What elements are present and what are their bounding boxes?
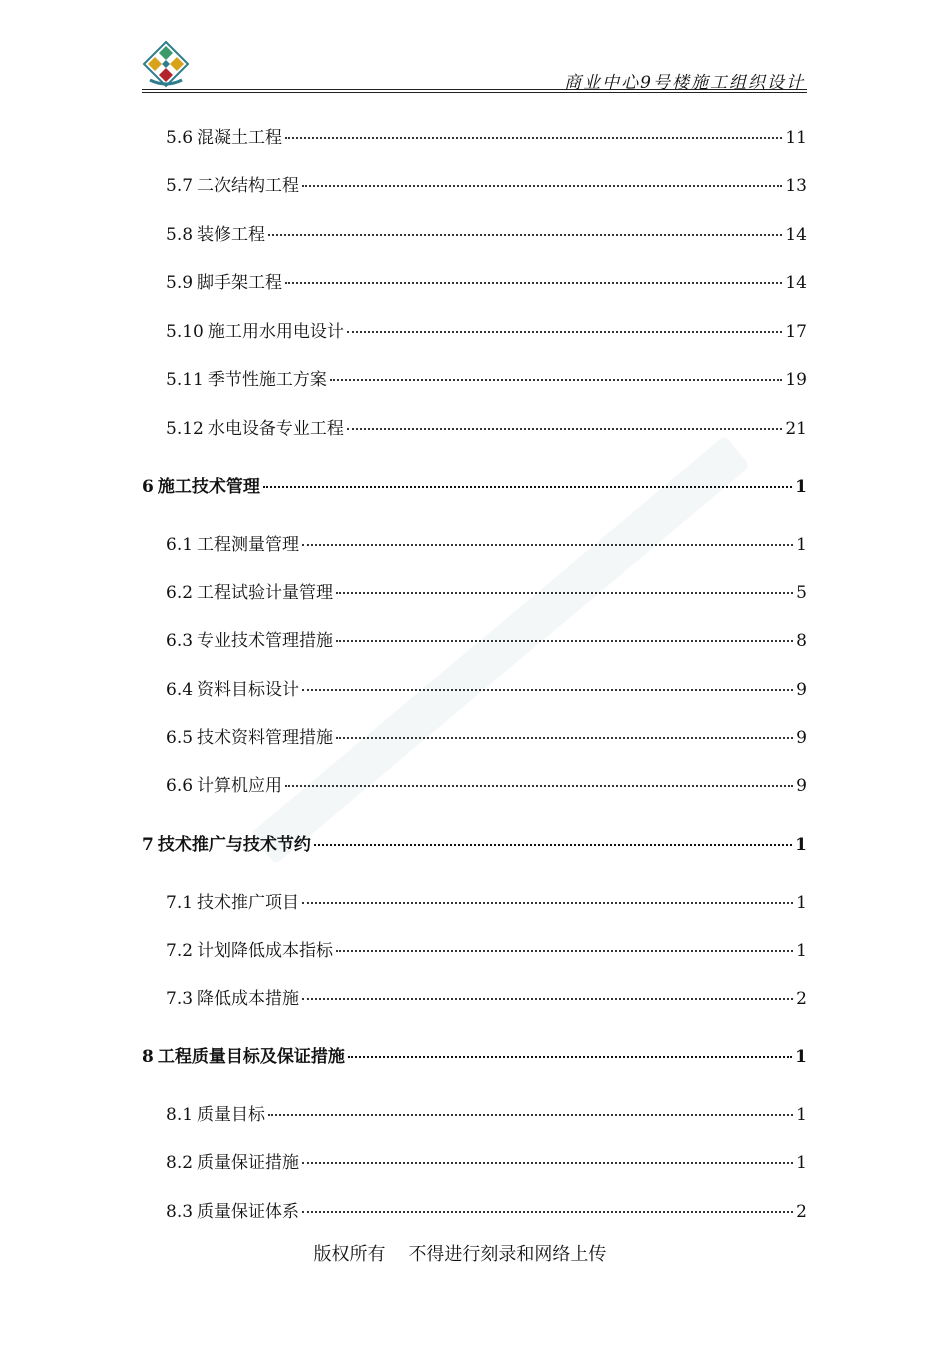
document-title: 商业中心9号楼施工组织设计: [564, 73, 805, 93]
toc-entry-number: 8: [142, 1047, 154, 1067]
toc-dot-leader: [347, 428, 783, 430]
toc-page-number: 1: [796, 1153, 807, 1173]
toc-section-entry[interactable]: [166, 988, 807, 1010]
toc-section-entry[interactable]: [166, 369, 807, 391]
toc-entry-title: 降低成本措施: [197, 989, 300, 1009]
toc-entry-number: 5.9: [166, 273, 194, 293]
toc-entry-title: 质量保证措施: [197, 1153, 300, 1173]
toc-dot-leader: [302, 544, 793, 546]
toc-entry-number: 8.1: [166, 1105, 194, 1125]
toc-entry-number: 6.4: [166, 680, 194, 700]
toc-page-number: 2: [796, 1202, 807, 1222]
toc-entry-title: 脚手架工程: [197, 273, 283, 293]
toc-entry-number: 6.2: [166, 583, 194, 603]
toc-entry-number: 8.2: [166, 1153, 194, 1173]
toc-entry-title: 质量目标: [197, 1105, 266, 1125]
toc-page-number: 14: [785, 273, 807, 293]
copyright-notice: 版权所有: [313, 1244, 386, 1265]
toc-page-number: 1: [796, 893, 807, 913]
toc-page-number: 11: [785, 128, 807, 148]
toc-chapter-entry[interactable]: [142, 834, 807, 856]
toc-entry-title: 技术推广与技术节约: [157, 835, 311, 855]
toc-entry-title: 计算机应用: [197, 776, 283, 796]
toc-dot-leader: [302, 1162, 793, 1164]
toc-entry-number: 6.3: [166, 631, 194, 651]
toc-page-number: 9: [796, 728, 807, 748]
toc-entry-title: 施工用水用电设计: [207, 322, 344, 342]
toc-entry-number: 7: [142, 835, 154, 855]
toc-dot-leader: [285, 282, 782, 284]
toc-entry-number: 6.6: [166, 776, 194, 796]
toc-entry-number: 5.7: [166, 176, 194, 196]
toc-section-entry[interactable]: [166, 534, 807, 556]
toc-entry-title: 计划降低成本指标: [197, 941, 334, 961]
toc-dot-leader: [285, 785, 793, 787]
toc-section-entry[interactable]: [166, 892, 807, 914]
toc-page-number: 19: [785, 370, 807, 390]
toc-entry-number: 7.1: [166, 893, 194, 913]
toc-section-entry[interactable]: [166, 127, 807, 149]
toc-entry-title: 季节性施工方案: [207, 370, 327, 390]
toc-entry-title: 技术推广项目: [197, 893, 300, 913]
toc-section-entry[interactable]: [166, 418, 807, 440]
toc-dot-leader: [263, 486, 792, 488]
toc-entry-title: 水电设备专业工程: [207, 419, 344, 439]
toc-dot-leader: [348, 1056, 792, 1058]
toc-section-entry[interactable]: [166, 1104, 807, 1126]
toc-entry-number: 7.2: [166, 941, 194, 961]
toc-entry-number: 5.6: [166, 128, 194, 148]
toc-section-entry[interactable]: [166, 775, 807, 797]
toc-entry-number: 8.3: [166, 1202, 194, 1222]
toc-section-entry[interactable]: [166, 630, 807, 652]
toc-entry-title: 技术资料管理措施: [197, 728, 334, 748]
toc-dot-leader: [302, 902, 793, 904]
toc-dot-leader: [302, 185, 782, 187]
toc-entry-title: 工程测量管理: [197, 535, 300, 555]
toc-section-entry[interactable]: [166, 175, 807, 197]
toc-dot-leader: [302, 1211, 793, 1213]
toc-section-entry[interactable]: [166, 1201, 807, 1223]
toc-dot-leader: [314, 844, 792, 846]
toc-dot-leader: [336, 950, 793, 952]
toc-section-entry[interactable]: [166, 1152, 807, 1174]
toc-dot-leader: [336, 592, 793, 594]
toc-dot-leader: [268, 1114, 793, 1116]
toc-page-number: 1: [796, 941, 807, 961]
toc-page-number: 2: [796, 989, 807, 1009]
toc-page-number: 14: [785, 225, 807, 245]
toc-section-entry[interactable]: [166, 940, 807, 962]
toc-entry-title: 二次结构工程: [197, 176, 300, 196]
toc-section-entry[interactable]: [166, 321, 807, 343]
toc-entry-number: 6.5: [166, 728, 194, 748]
toc-page-number: 9: [796, 680, 807, 700]
toc-entry-title: 质量保证体系: [197, 1202, 300, 1222]
toc-entry-title: 装修工程: [197, 225, 266, 245]
toc-section-entry[interactable]: [166, 224, 807, 246]
toc-page-number: 13: [785, 176, 807, 196]
toc-entry-number: 5.8: [166, 225, 194, 245]
toc-entry-number: 6.1: [166, 535, 194, 555]
toc-entry-title: 工程质量目标及保证措施: [157, 1047, 345, 1067]
page-footer: [0, 1240, 920, 1266]
toc-dot-leader: [347, 331, 783, 333]
toc-dot-leader: [302, 689, 793, 691]
toc-dot-leader: [302, 998, 793, 1000]
toc-entry-title: 混凝土工程: [197, 128, 283, 148]
toc-page-number: 5: [796, 583, 807, 603]
toc-chapter-entry[interactable]: [142, 476, 807, 498]
toc-entry-number: 7.3: [166, 989, 194, 1009]
toc-section-entry[interactable]: [166, 272, 807, 294]
toc-chapter-entry[interactable]: [142, 1046, 807, 1068]
toc-dot-leader: [336, 737, 793, 739]
toc-entry-number: 6: [142, 477, 154, 497]
toc-page-number: 1: [795, 1047, 807, 1067]
toc-page-number: 8: [796, 631, 807, 651]
toc-dot-leader: [268, 234, 782, 236]
toc-section-entry[interactable]: [166, 727, 807, 749]
upload-notice: 不得进行刻录和网络上传: [408, 1244, 607, 1265]
toc-page-number: 1: [795, 477, 807, 497]
toc-page-number: 17: [785, 322, 807, 342]
toc-page-number: 21: [785, 419, 807, 439]
toc-section-entry[interactable]: [166, 582, 807, 604]
toc-entry-title: 施工技术管理: [157, 477, 260, 497]
toc-entry-number: 5.12: [166, 419, 204, 439]
toc-section-entry[interactable]: [166, 679, 807, 701]
toc-entry-number: 5.11: [166, 370, 204, 390]
toc-dot-leader: [336, 640, 793, 642]
toc-dot-leader: [285, 137, 782, 139]
toc-entry-title: 专业技术管理措施: [197, 631, 334, 651]
toc-page-number: 9: [796, 776, 807, 796]
toc-entry-number: 5.10: [166, 322, 204, 342]
toc-entry-title: 资料目标设计: [197, 680, 300, 700]
toc-page-number: 1: [796, 1105, 807, 1125]
toc-entry-title: 工程试验计量管理: [197, 583, 334, 603]
toc-dot-leader: [330, 379, 783, 381]
toc-page-number: 1: [795, 835, 807, 855]
toc-page-number: 1: [796, 535, 807, 555]
